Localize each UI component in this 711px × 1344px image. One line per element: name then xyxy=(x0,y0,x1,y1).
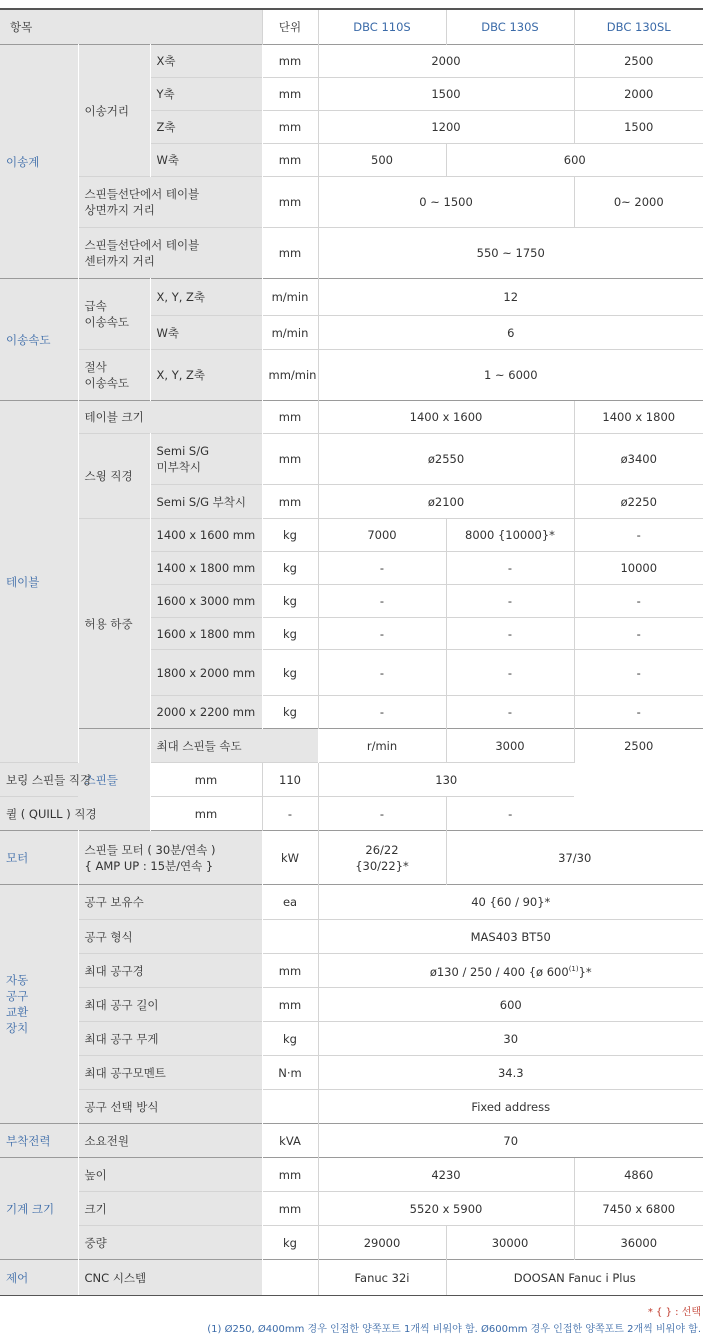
table-row xyxy=(0,1192,703,1226)
value-cell: 0 ~ 1500 xyxy=(318,177,574,228)
value-cell: - xyxy=(446,585,574,618)
control-label: CNC 시스템 xyxy=(78,1260,262,1296)
axis-z: Z축 xyxy=(150,111,262,144)
feed-rapid-label: 급속 이송속도 xyxy=(78,279,150,350)
unit-cell: mm xyxy=(262,485,318,519)
unit-cell: mm xyxy=(262,988,318,1022)
atc-moment-label: 최대 공구모멘트 xyxy=(78,1056,262,1090)
value-cell: 8000 {10000}* xyxy=(446,519,574,552)
value-cell: 0~ 2000 xyxy=(574,177,703,228)
value-cell: MAS403 BT50 xyxy=(318,920,703,954)
unit-cell: m/min xyxy=(262,279,318,316)
table-row xyxy=(0,228,703,279)
value-cell: Fixed address xyxy=(318,1090,703,1124)
value-cell: DOOSAN Fanuc i Plus xyxy=(446,1260,703,1296)
value-cell: 7450 x 6800 xyxy=(574,1192,703,1226)
unit-cell: mm/min xyxy=(262,350,318,401)
value-cell: 500 xyxy=(318,144,446,177)
table-row xyxy=(0,279,703,316)
unit-cell: mm xyxy=(262,434,318,485)
group-spindle: 스핀들 xyxy=(78,729,150,831)
footnote-ref: (1) xyxy=(568,965,579,974)
value-cell: 5520 x 5900 xyxy=(318,1192,574,1226)
unit-cell: mm xyxy=(262,401,318,434)
value-cell: 34.3 xyxy=(318,1056,703,1090)
load-size: 1400 x 1600 mm xyxy=(150,519,262,552)
table-row xyxy=(0,988,703,1022)
value-cell: 110 xyxy=(262,763,318,797)
value-cell: 30 xyxy=(318,1022,703,1056)
value-cell: - xyxy=(446,696,574,729)
value-cell: 3000 xyxy=(446,729,574,763)
value-cell: - xyxy=(574,585,703,618)
unit-cell: mm xyxy=(150,797,262,831)
value-cell: ø2250 xyxy=(574,485,703,519)
unit-cell: mm xyxy=(150,763,262,797)
value-cell: 30000 xyxy=(446,1226,574,1260)
value-cell: 29000 xyxy=(318,1226,446,1260)
value-cell: 40 {60 / 90}* xyxy=(318,885,703,920)
footnote-1: (1) Ø250, Ø400mm 경우 인접한 양쪽포트 1개씩 비워야 함. Ø600mm 경우 인접한 양쪽포트 2개씩 비워야 함. xyxy=(207,1324,701,1335)
value-cell: 1200 xyxy=(318,111,574,144)
travel-label: 이송거리 xyxy=(78,45,150,177)
value-cell: - xyxy=(318,797,446,831)
unit-cell: kg xyxy=(262,618,318,650)
group-power: 부착전력 xyxy=(0,1124,78,1158)
unit-cell: kg xyxy=(262,1226,318,1260)
unit-cell: m/min xyxy=(262,316,318,350)
value-cell: - xyxy=(318,618,446,650)
dia-tail: }* xyxy=(578,964,592,979)
axis-w: W축 xyxy=(150,144,262,177)
group-motor: 모터 xyxy=(0,831,78,885)
value-cell: 4230 xyxy=(318,1158,574,1192)
travel-center-label: 스핀들선단에서 테이블 센터까지 거리 xyxy=(78,228,262,279)
size-height-label: 높이 xyxy=(78,1158,262,1192)
swing-label: 스윙 직경 xyxy=(78,434,150,519)
value-cell: 1400 x 1600 xyxy=(318,401,574,434)
spindle-speed-label: 최대 스핀들 속도 xyxy=(150,729,318,763)
atc-type-label: 공구 형식 xyxy=(78,920,262,954)
value-cell: 6 xyxy=(318,316,703,350)
load-size: 2000 x 2200 mm xyxy=(150,696,262,729)
table-row xyxy=(0,1124,703,1158)
header-row xyxy=(0,9,703,45)
atc-length-label: 최대 공구 길이 xyxy=(78,988,262,1022)
value-cell: 4860 xyxy=(574,1158,703,1192)
axis-cell: W축 xyxy=(150,316,262,350)
atc-select-label: 공구 선택 방식 xyxy=(78,1090,262,1124)
value-cell: 2000 xyxy=(318,45,574,78)
table-row xyxy=(0,401,703,434)
footnotes xyxy=(207,1304,701,1338)
travel-top-label: 스핀들선단에서 테이블 상면까지 거리 xyxy=(78,177,262,228)
value-cell: 2500 xyxy=(574,45,703,78)
value-cell: - xyxy=(574,618,703,650)
value-cell: - xyxy=(446,797,574,831)
atc-weight-label: 최대 공구 무게 xyxy=(78,1022,262,1056)
value-cell: 1500 xyxy=(574,111,703,144)
table-row xyxy=(0,45,703,78)
unit-cell: mm xyxy=(262,177,318,228)
atc-dia-label: 최대 공구경 xyxy=(78,954,262,988)
value-cell: - xyxy=(574,519,703,552)
value-cell: 1 ~ 6000 xyxy=(318,350,703,401)
unit-cell xyxy=(262,920,318,954)
motor-label: 스핀들 모터 ( 30분/연속 ) { AMP UP : 15분/연속 } xyxy=(78,831,262,885)
group-atc: 자동 공구 교환 장치 xyxy=(0,885,78,1124)
table-row xyxy=(0,1022,703,1056)
table-row xyxy=(0,797,703,831)
unit-cell: r/min xyxy=(318,729,446,763)
value-cell: 37/30 xyxy=(446,831,703,885)
value-cell: 600 xyxy=(318,988,703,1022)
load-size: 1400 x 1800 mm xyxy=(150,552,262,585)
unit-cell: mm xyxy=(262,78,318,111)
table-row xyxy=(0,885,703,920)
axis-y: Y축 xyxy=(150,78,262,111)
value-cell: 130 xyxy=(318,763,574,797)
group-size: 기계 크기 xyxy=(0,1158,78,1260)
value-cell: 36000 xyxy=(574,1226,703,1260)
value-cell: ø2100 xyxy=(318,485,574,519)
value-cell: 1500 xyxy=(318,78,574,111)
spindle-quill-label: 퀼 ( QUILL ) 직경 xyxy=(0,797,150,831)
table-row xyxy=(0,1056,703,1090)
unit-cell: mm xyxy=(262,954,318,988)
dia-main: ø130 / 250 / 400 {ø 600 xyxy=(429,964,569,979)
unit-cell: kg xyxy=(262,519,318,552)
group-travel: 이송계 xyxy=(0,45,78,279)
unit-cell: mm xyxy=(262,111,318,144)
value-cell: - xyxy=(318,696,446,729)
unit-cell: ea xyxy=(262,885,318,920)
value-cell: 2500 xyxy=(574,729,703,763)
size-dim-label: 크기 xyxy=(78,1192,262,1226)
unit-cell: mm xyxy=(262,228,318,279)
feed-cut-label: 절삭 이송속도 xyxy=(78,350,150,401)
header-model-1: DBC 110S xyxy=(318,9,446,45)
unit-cell: N·m xyxy=(262,1056,318,1090)
value-cell: 10000 xyxy=(574,552,703,585)
value-cell: - xyxy=(574,696,703,729)
value-cell xyxy=(318,954,703,988)
table-row xyxy=(0,831,703,885)
axis-cell: X, Y, Z축 xyxy=(150,350,262,401)
value-cell: - xyxy=(446,618,574,650)
unit-cell: mm xyxy=(262,1158,318,1192)
unit-cell: mm xyxy=(262,144,318,177)
header-model-3: DBC 130SL xyxy=(574,9,703,45)
value-cell: 1400 x 1800 xyxy=(574,401,703,434)
header-unit: 단위 xyxy=(262,9,318,45)
header-item: 항목 xyxy=(0,9,262,45)
load-size: 1800 x 2000 mm xyxy=(150,650,262,696)
load-size: 1600 x 3000 mm xyxy=(150,585,262,618)
table-row xyxy=(0,350,703,401)
unit-cell: mm xyxy=(262,1192,318,1226)
spec-table xyxy=(0,8,703,1296)
value-cell: 2000 xyxy=(574,78,703,111)
group-table: 테이블 xyxy=(0,401,78,763)
value-cell: 26/22 {30/22}* xyxy=(318,831,446,885)
spindle-bore-label: 보링 스핀들 직경 xyxy=(0,763,150,797)
axis-cell: X, Y, Z축 xyxy=(150,279,262,316)
load-label: 허용 하중 xyxy=(78,519,150,729)
unit-cell: kg xyxy=(262,552,318,585)
value-cell: 12 xyxy=(318,279,703,316)
unit-cell: kg xyxy=(262,650,318,696)
unit-cell xyxy=(262,1260,318,1296)
atc-capacity-label: 공구 보유수 xyxy=(78,885,262,920)
value-cell: - xyxy=(262,797,318,831)
unit-cell: kW xyxy=(262,831,318,885)
table-row xyxy=(0,434,703,485)
value-cell: 550 ~ 1750 xyxy=(318,228,703,279)
table-row xyxy=(0,920,703,954)
table-row xyxy=(0,729,703,763)
table-size-label: 테이블 크기 xyxy=(78,401,262,434)
table-row xyxy=(0,519,703,552)
value-cell: - xyxy=(318,650,446,696)
table-row xyxy=(0,1158,703,1192)
value-cell: 7000 xyxy=(318,519,446,552)
table-row xyxy=(0,1226,703,1260)
value-cell: - xyxy=(446,552,574,585)
unit-cell: kg xyxy=(262,696,318,729)
table-row xyxy=(0,177,703,228)
load-size: 1600 x 1800 mm xyxy=(150,618,262,650)
axis-x: X축 xyxy=(150,45,262,78)
power-label: 소요전원 xyxy=(78,1124,262,1158)
value-cell: ø2550 xyxy=(318,434,574,485)
group-control: 제어 xyxy=(0,1260,78,1296)
option-note: * { } : 선택 xyxy=(647,1307,701,1318)
size-mass-label: 중량 xyxy=(78,1226,262,1260)
unit-cell: kVA xyxy=(262,1124,318,1158)
value-cell: ø3400 xyxy=(574,434,703,485)
value-cell: - xyxy=(318,585,446,618)
unit-cell: kg xyxy=(262,1022,318,1056)
swing-off-label: Semi S/G 미부착시 xyxy=(150,434,262,485)
unit-cell: kg xyxy=(262,585,318,618)
table-row xyxy=(0,954,703,988)
value-cell: - xyxy=(574,650,703,696)
unit-cell xyxy=(262,1090,318,1124)
table-row xyxy=(0,1260,703,1296)
unit-cell: mm xyxy=(262,45,318,78)
value-cell: - xyxy=(446,650,574,696)
table-row xyxy=(0,1090,703,1124)
header-model-2: DBC 130S xyxy=(446,9,574,45)
value-cell: 70 xyxy=(318,1124,703,1158)
group-feed: 이송속도 xyxy=(0,279,78,401)
value-cell: - xyxy=(318,552,446,585)
swing-on-label: Semi S/G 부착시 xyxy=(150,485,262,519)
value-cell: Fanuc 32i xyxy=(318,1260,446,1296)
value-cell: 600 xyxy=(446,144,703,177)
